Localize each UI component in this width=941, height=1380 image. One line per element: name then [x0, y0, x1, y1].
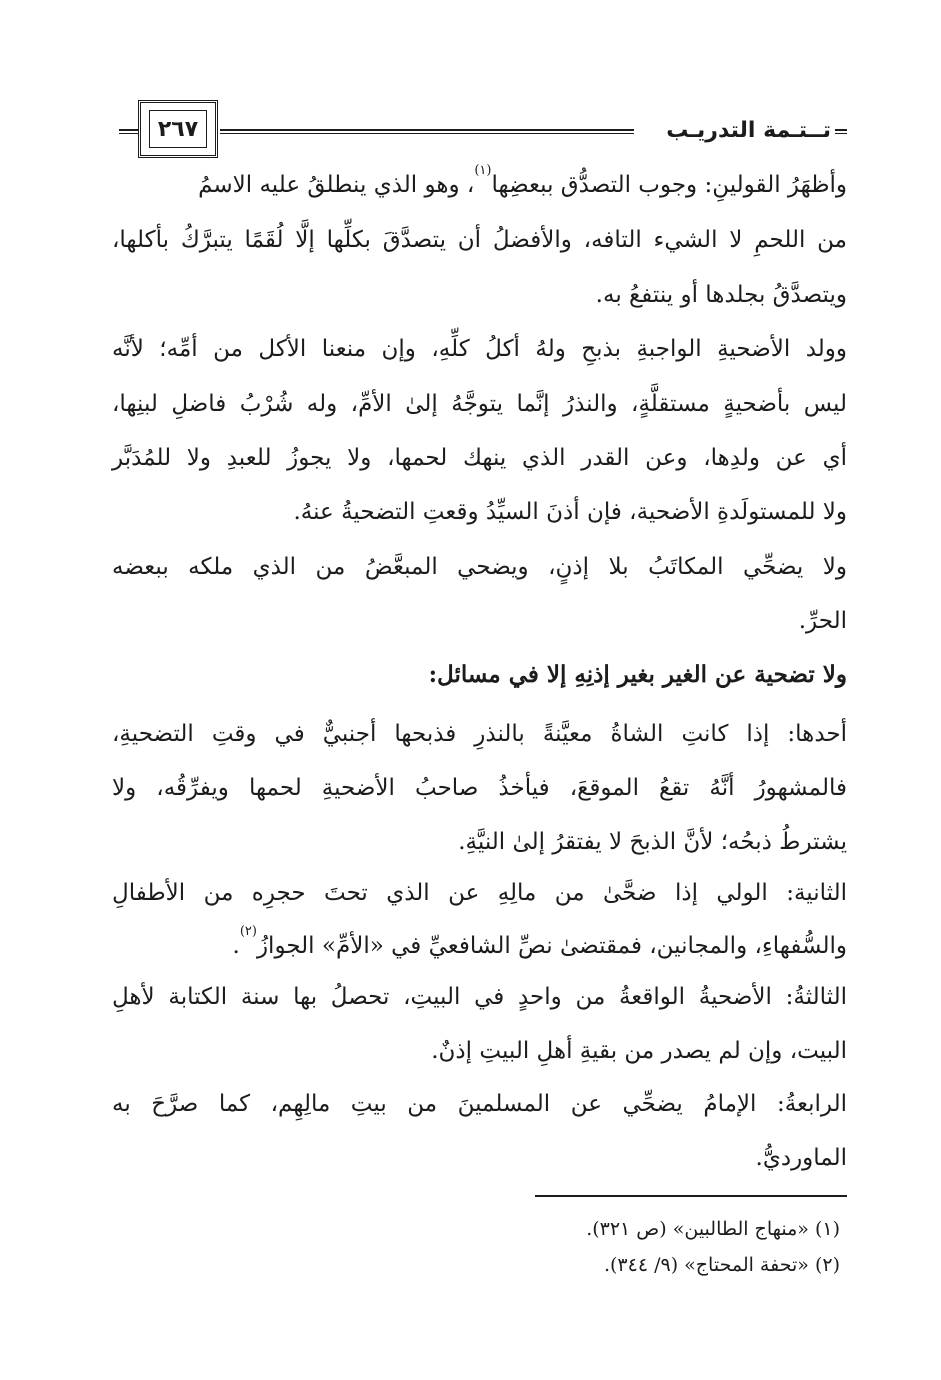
- footnote: (٢) «تحفة المحتاج» (٩/ ٣٤٤).: [603, 1254, 840, 1276]
- text-line: أحدها: إذا كانتِ الشاةُ معيَّنةً بالنذرِ فذبحها أجنبيٌّ في وقتِ التضحيةِ،: [112, 721, 847, 747]
- text-segment: ، وهو الذي ينطلقُ عليه الاسمُ: [198, 172, 475, 198]
- text-line: ولا للمستولَدةِ الأضحية، فإن أذنَ السيِّدُ وقعتِ التضحيةُ عنهُ.: [293, 499, 847, 525]
- text-line: الرابعةُ: الإمامُ يضحِّي عن المسلمينَ من بيتِ مالِهِم، كما صرَّحَ به: [112, 1091, 847, 1117]
- text-line: ليس بأضحيةٍ مستقلَّةٍ، والنذرُ إنَّما يتوجَّهُ إلىٰ الأمِّ، وله شُرْبُ فاضلِ لبنِها،: [112, 391, 847, 417]
- text-line: فالمشهورُ أنَّهُ تقعُ الموقعَ، فيأخذُ صاحبُ الأضحيةِ لحمها ويفرِّقُه، ولا: [112, 775, 847, 801]
- footnote-ref: (٢): [239, 924, 257, 939]
- text-segment: والسُّفهاءِ، والمجانين، فمقتضىٰ نصِّ الشافعيِّ في «الأمِّ» الجوازُ: [256, 933, 847, 959]
- page-number-frame: [138, 100, 218, 158]
- footnote-ref: (١): [474, 163, 492, 178]
- text-segment: وأظهَرُ القولينِ: وجوب التصدُّق ببعضِها: [491, 172, 847, 198]
- text-line: أي عن ولدِها، وعن القدر الذي ينهك لحمها، ولا يجوزُ للعبدِ ولا للمُدَبَّر: [112, 445, 847, 471]
- header-rule-left: [119, 129, 139, 134]
- text-line: [112, 925, 847, 967]
- text-line: ويتصدَّقُ بجلدها أو ينتفعُ به.: [595, 282, 847, 308]
- text-line: من اللحمِ لا الشيء التافه، والأفضلُ أن يتصدَّقَ بكلِّها إلَّا لُقَمًا يتبرَّكُ بأكلها،: [112, 227, 847, 253]
- header-rule: [220, 129, 634, 134]
- section-heading: ولا تضحية عن الغير بغير إذنِهِ إلا في مسائل:: [428, 661, 847, 688]
- text-line: البيت، وإن لم يصدر من بقيةِ أهلِ البيتِ إذنٌ.: [431, 1038, 847, 1064]
- text-line: الثالثةُ: الأضحيةُ الواقعةُ من واحدٍ في البيتِ، تحصلُ بها سنة الكتابة لأهلِ: [112, 984, 847, 1010]
- text-line: الثانية: الولي إذا ضحَّىٰ من مالِهِ عن الذي تحتَ حجرِه من الأطفالِ: [112, 880, 847, 906]
- footnote-separator: [535, 1195, 847, 1197]
- text-segment: .: [232, 933, 240, 959]
- text-line: الماورديُّ.: [755, 1145, 847, 1171]
- text-line: ولا يضحِّي المكاتَبُ بلا إذنٍ، ويضحي المبعَّضُ من الذي ملكه ببعضه: [112, 554, 847, 580]
- text-line: [112, 164, 847, 206]
- text-line: الحرِّ.: [798, 608, 847, 634]
- text-line: وولد الأضحيةِ الواجبةِ بذبحِ ولهُ أكلُ كلِّهِ، وإن منعنا الأكل من أمِّه؛ لأنَّه: [112, 336, 847, 362]
- running-title: تــتـمة التدريـب: [666, 118, 831, 143]
- text-line: يشترطُ ذبحُه؛ لأنَّ الذبحَ لا يفتقرُ إلىٰ النيَّةِ.: [458, 829, 847, 855]
- header-rule-right: [835, 129, 847, 134]
- footnote: (١) «منهاج الطالبين» (ص ٣٢١).: [586, 1218, 840, 1240]
- page-number: ٢٦٧: [149, 110, 207, 148]
